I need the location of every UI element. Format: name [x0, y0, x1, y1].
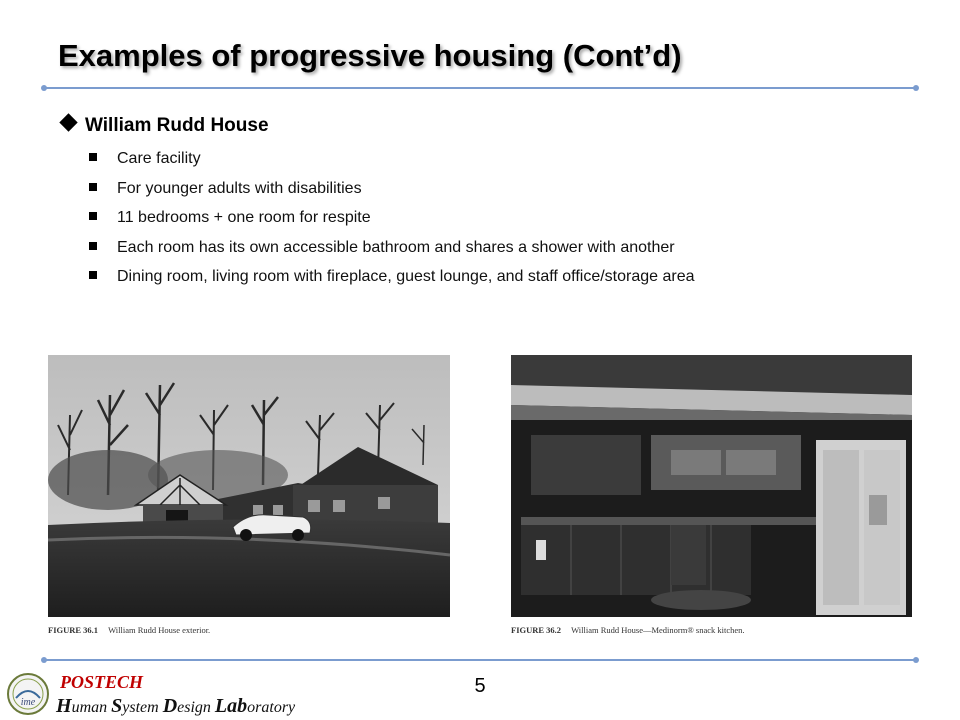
square-bullet-icon	[89, 183, 97, 191]
footer-divider	[40, 656, 920, 664]
page-number: 5	[474, 675, 486, 697]
lab-name: Human System Design Laboratory	[56, 695, 296, 717]
square-bullet-icon	[89, 212, 97, 220]
seal-text: ime	[20, 697, 36, 708]
square-bullet-icon	[89, 242, 97, 250]
sub-bullet-item	[89, 176, 695, 206]
sub-bullet-item	[89, 146, 695, 176]
title-divider	[40, 84, 920, 92]
sub-bullet-text: For younger adults with disabilities	[117, 179, 362, 197]
figure-caption-text-2: William Rudd House—Medinorm® snack kitchen.	[571, 625, 745, 635]
square-bullet-icon	[89, 153, 97, 161]
ime-seal-logo-icon	[6, 672, 50, 716]
figure-label-1: FIGURE 36.1	[48, 625, 99, 635]
figure-caption-text-1: William Rudd House exterior.	[108, 625, 211, 635]
house-exterior-photo	[48, 355, 450, 617]
sub-bullet-list	[89, 146, 695, 294]
figure-caption-2	[511, 625, 745, 635]
sub-bullet-text: 11 bedrooms + one room for respite	[117, 209, 371, 226]
figure-label-2: FIGURE 36.2	[511, 625, 562, 635]
sub-bullet-text: Care facility	[117, 150, 201, 167]
sub-bullet-item	[89, 235, 695, 265]
org-name: POSTECH	[60, 672, 144, 692]
diamond-bullet-icon	[59, 113, 77, 131]
sub-bullet-item	[89, 205, 695, 235]
square-bullet-icon	[89, 271, 97, 279]
slide-title: Examples of progressive housing (Cont’d)	[58, 38, 682, 73]
sub-bullet-text: Dining room, living room with fireplace, guest lounge, and staff office/storage area	[117, 268, 695, 285]
figure-caption-1	[48, 625, 210, 635]
main-bullet-text: William Rudd House	[85, 115, 269, 136]
sub-bullet-item	[89, 264, 695, 294]
sub-bullet-text: Each room has its own accessible bathroom and shares a shower with another	[117, 238, 675, 256]
main-bullet	[62, 115, 269, 137]
snack-kitchen-photo	[511, 355, 912, 617]
